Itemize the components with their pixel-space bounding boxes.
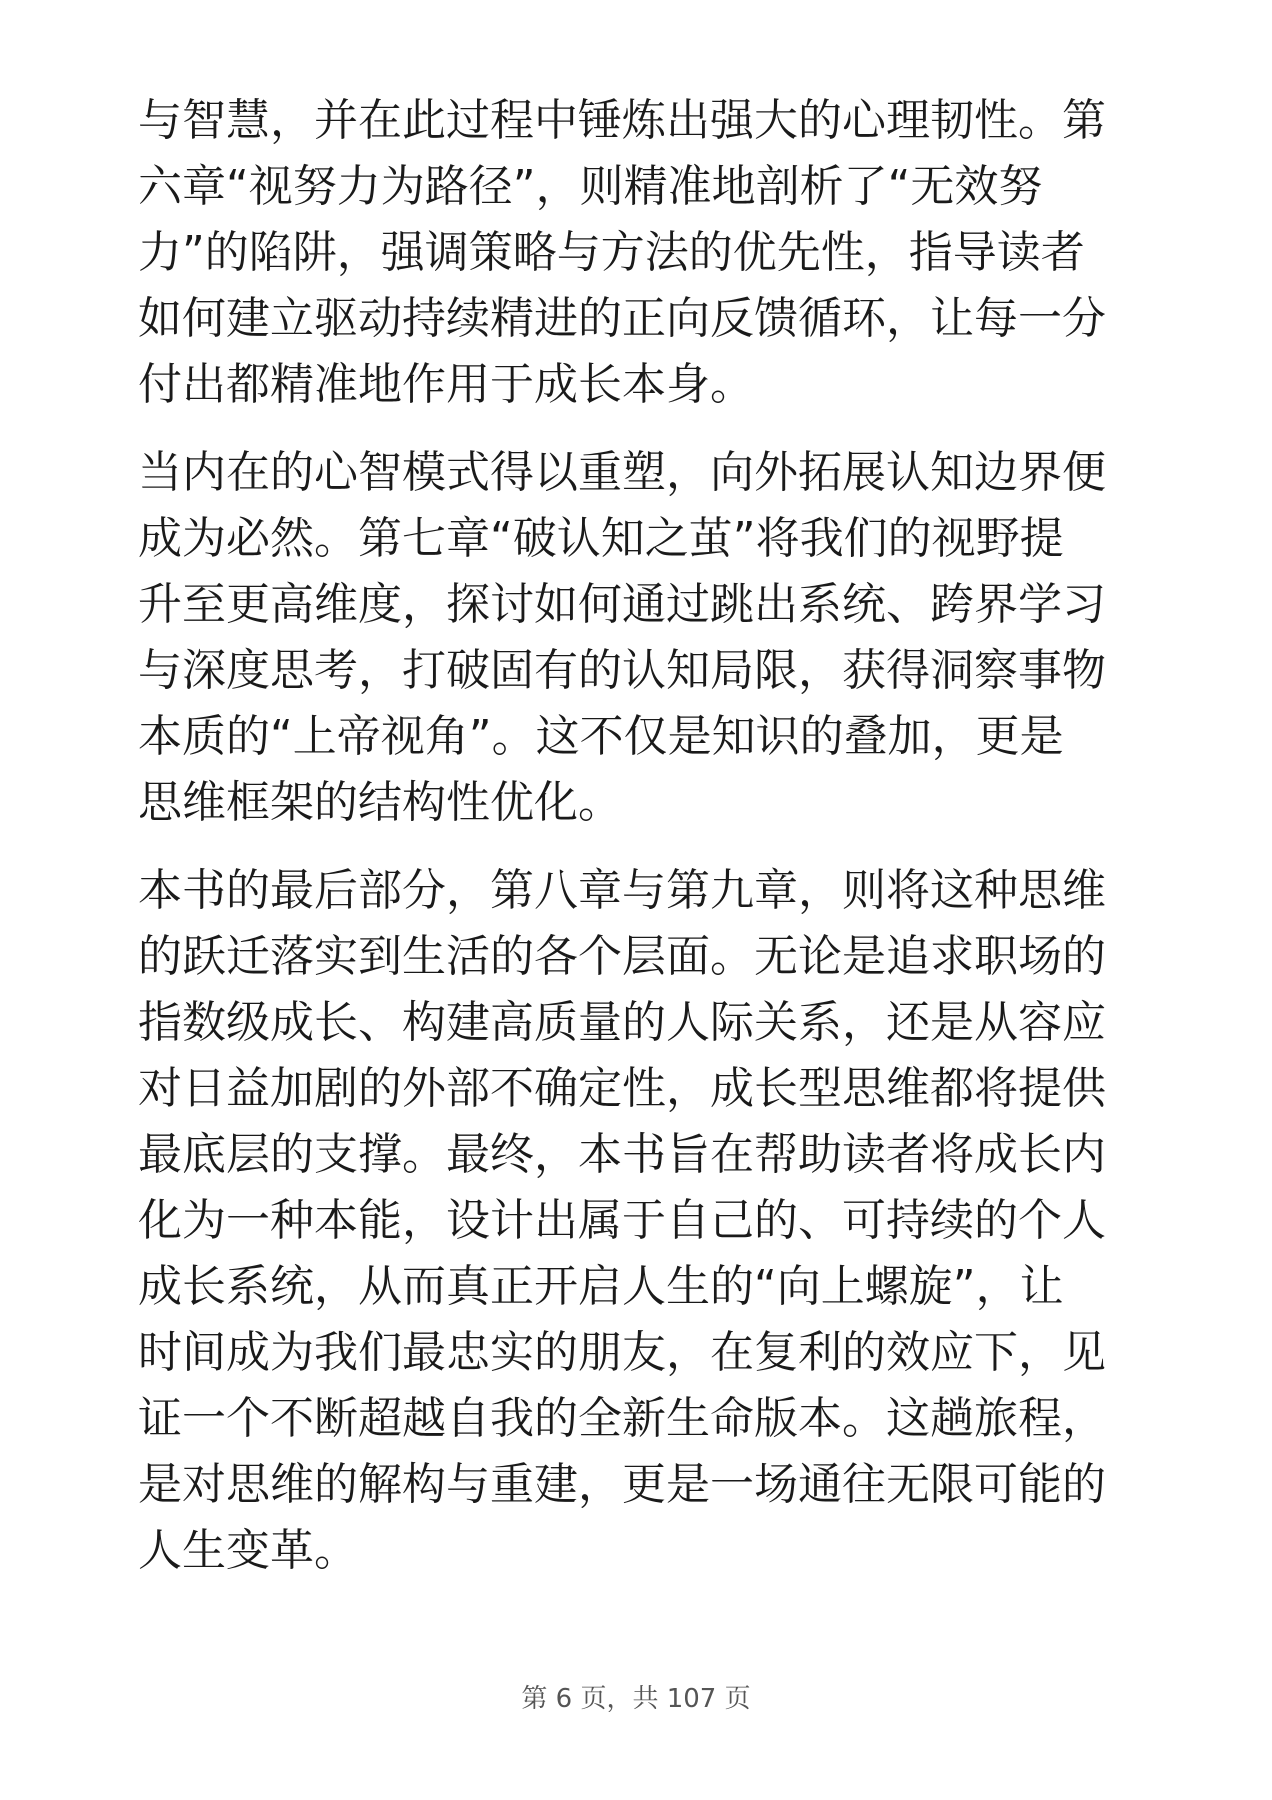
text-line: 时间成为我们最忠实的朋友，在复利的效应下，见 bbox=[138, 1327, 1106, 1378]
text-line: 与深度思考，打破固有的认知局限，获得洞察事物 bbox=[138, 645, 1106, 696]
text-line: 成长系统，从而真正开启人生的“向上螺旋”，让 bbox=[138, 1261, 1064, 1312]
text-line: 指数级成长、构建高质量的人际关系，还是从容应 bbox=[138, 997, 1106, 1048]
text-line: 成为必然。第七章“破认知之茧”将我们的视野提 bbox=[138, 513, 1064, 564]
text-line: 本质的“上帝视角”。这不仅是知识的叠加，更是 bbox=[138, 711, 1064, 762]
text-line: 本书的最后部分，第八章与第九章，则将这种思维 bbox=[138, 865, 1106, 916]
text-line: 对日益加剧的外部不确定性，成长型思维都将提供 bbox=[138, 1063, 1106, 1114]
page-number-footer bbox=[0, 1672, 1272, 1712]
paragraph bbox=[138, 858, 1136, 1584]
text-line: 升至更高维度，探讨如何通过跳出系统、跨界学习 bbox=[138, 579, 1106, 630]
text-line: 人生变革。 bbox=[138, 1525, 358, 1576]
paragraph-spacer bbox=[138, 836, 1136, 858]
text-line: 六章“视努力为路径”，则精准地剖析了“无效努 bbox=[138, 161, 1043, 212]
text-line: 付出都精准地作用于成长本身。 bbox=[138, 359, 754, 410]
text-line: 是对思维的解构与重建，更是一场通往无限可能的 bbox=[138, 1459, 1106, 1510]
body-text bbox=[138, 88, 1136, 1584]
text-line: 证一个不断超越自我的全新生命版本。这趟旅程， bbox=[138, 1393, 1106, 1444]
text-line: 思维框架的结构性优化。 bbox=[138, 777, 622, 828]
text-line: 力”的陷阱，强调策略与方法的优先性，指导读者 bbox=[138, 227, 1085, 278]
text-line: 最底层的支撑。最终，本书旨在帮助读者将成长内 bbox=[138, 1129, 1106, 1180]
text-line: 当内在的心智模式得以重塑，向外拓展认知边界便 bbox=[138, 447, 1106, 498]
text-line: 的跃迁落实到生活的各个层面。无论是追求职场的 bbox=[138, 931, 1106, 982]
text-line: 如何建立驱动持续精进的正向反馈循环，让每一分 bbox=[138, 293, 1106, 344]
paragraph-spacer bbox=[138, 418, 1136, 440]
text-line: 与智慧，并在此过程中锤炼出强大的心理韧性。第 bbox=[138, 95, 1106, 146]
page-indicator: 第 6 页，共 107 页 bbox=[521, 1684, 751, 1712]
paragraph bbox=[138, 88, 1136, 418]
paragraph bbox=[138, 440, 1136, 836]
text-line: 化为一种本能，设计出属于自己的、可持续的个人 bbox=[138, 1195, 1106, 1246]
